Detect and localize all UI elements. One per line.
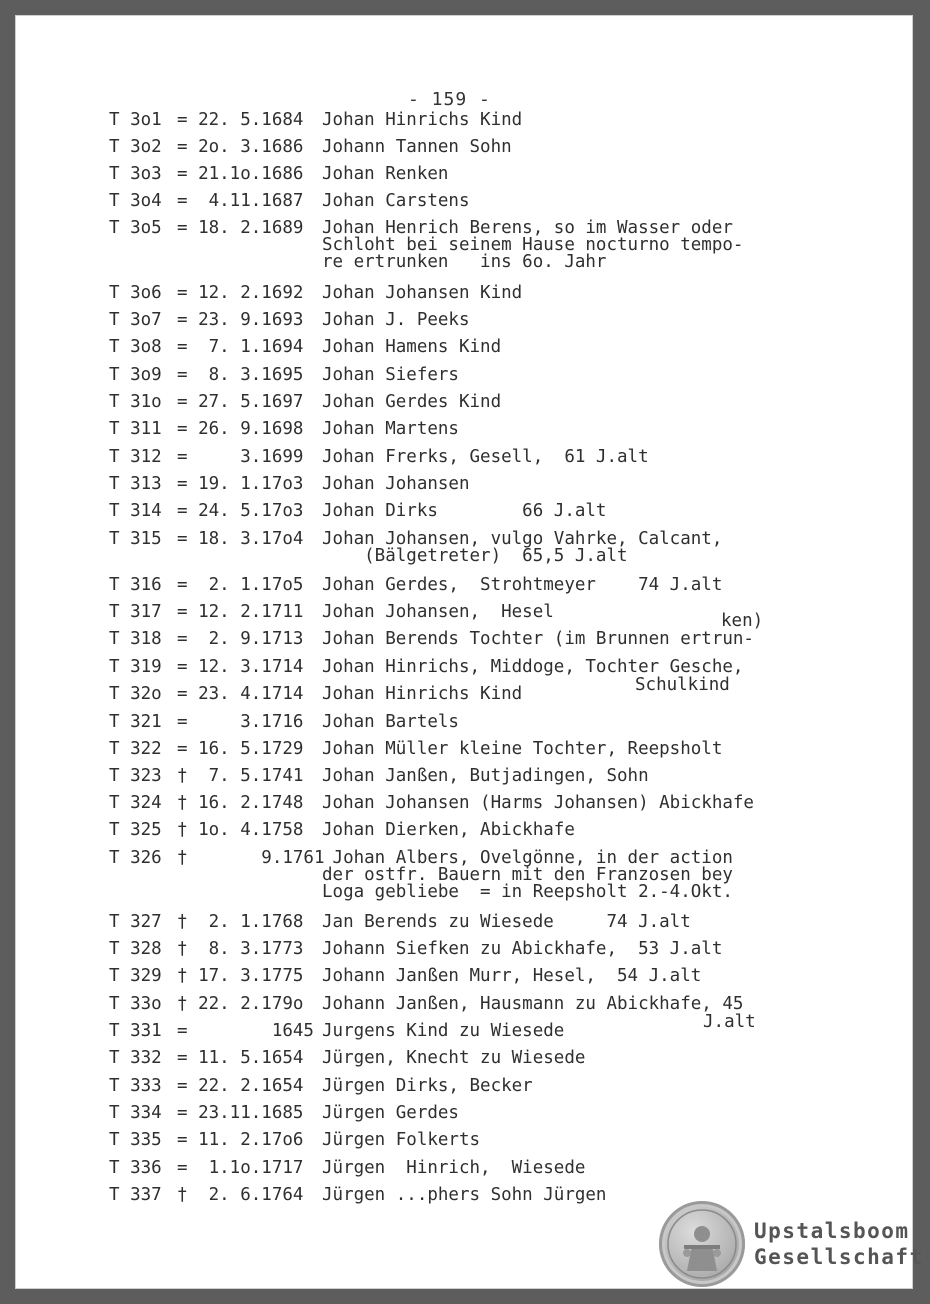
entry-code: T 3o5 [109,218,162,238]
entry-name: Johan Siefers [322,365,459,385]
entry-code: T 324 [109,793,162,813]
entry-code: T 332 [109,1048,162,1068]
entry-code: T 31o [109,392,162,412]
entry-code: T 326 [109,848,162,868]
entry-date: † 1o. 4.1758 [177,820,304,840]
entry-name: Johan Henrich Berens, so im Wasser oder Schloht bei seinem Hause nocturno tempo- re ertrunken ins 6o. Jahr [322,218,744,272]
entry-name: Johan Gerdes, Strohtmeyer 74 J.alt [322,575,723,595]
entry-date: = 16. 5.1729 [177,739,304,759]
entry-date: = 3.1699 [177,447,304,467]
entry-name: Johan Johansen, Hesel [322,602,554,622]
entry-date: = 19. 1.17o3 [177,474,304,494]
entry-name: Johan Johansen, vulgo Vahrke, Calcant, (Bälgetreter) 65,5 J.alt [322,529,723,566]
entry-name: Johan Gerdes Kind [322,392,502,412]
entry-date: † 8. 3.1773 [177,939,304,959]
entry-name: Johann Janßen, Hausmann zu Abickhafe, 45 [322,994,744,1014]
entry-date: = 12. 2.1711 [177,602,304,622]
entry-code: T 337 [109,1185,162,1205]
entry-name: Johan Berends Tochter (im Brunnen ertrun- [322,629,754,649]
entry-date: = 11. 5.1654 [177,1048,304,1068]
entry-code: T 3o4 [109,191,162,211]
entry-code: T 334 [109,1103,162,1123]
entry-date: = 23. 4.1714 [177,684,304,704]
entry-name: Jurgens Kind zu Wiesede [322,1021,565,1041]
entry-date: = 1.1o.1717 [177,1158,304,1178]
entry-code: T 335 [109,1130,162,1150]
margin-note: J.alt [703,1012,756,1032]
entry-date: † 7. 5.1741 [177,766,304,786]
entry-name: Johan Dirks 66 J.alt [322,501,607,521]
entry-code: T 323 [109,766,162,786]
entry-code: T 321 [109,712,162,732]
entry-date: = 4.11.1687 [177,191,304,211]
entry-code: T 325 [109,820,162,840]
entry-date: † 2. 1.1768 [177,912,304,932]
entry-name: Johann Tannen Sohn [322,137,512,157]
society-name-line1: Upstalsboom [754,1219,910,1243]
entry-date: = 2. 9.1713 [177,629,304,649]
entry-code: T 3o3 [109,164,162,184]
register-entries [15,15,913,1289]
entry-code: T 315 [109,529,162,549]
entry-code: T 3o8 [109,337,162,357]
entry-code: T 317 [109,602,162,622]
entry-code: T 329 [109,966,162,986]
entry-name: Johan Albers, Ovelgönne, in der action der ostfr. Bauern mit den Franzosen bey Loga gebliebe = in Reepsholt 2.-4.Okt. [322,848,733,902]
entry-date: = 23.11.1685 [177,1103,304,1123]
entry-date: † 2. 6.1764 [177,1185,304,1205]
entry-name: Johann Siefken zu Abickhafe, 53 J.alt [322,939,723,959]
entry-code: T 312 [109,447,162,467]
entry-date: = 12. 3.1714 [177,657,304,677]
margin-note: Schulkind [635,675,730,695]
entry-code: T 322 [109,739,162,759]
entry-code: T 314 [109,501,162,521]
entry-name: Johan Hinrichs, Middoge, Tochter Gesche, [322,657,744,677]
entry-name: Jürgen Folkerts [322,1130,481,1150]
entry-code: T 328 [109,939,162,959]
entry-date: = 2. 1.17o5 [177,575,304,595]
entry-date: † 22. 2.179o [177,994,304,1014]
entry-code: T 3o9 [109,365,162,385]
entry-name: Johan Johansen (Harms Johansen) Abickhafe [322,793,754,813]
entry-name: Jürgen ...phers Sohn Jürgen [322,1185,607,1205]
entry-code: T 327 [109,912,162,932]
entry-name: Johan Frerks, Gesell, 61 J.alt [322,447,649,467]
entry-date: = 26. 9.1698 [177,419,304,439]
entry-name: Johan Martens [322,419,459,439]
entry-date: = 22. 5.1684 [177,110,304,130]
entry-date: = 23. 9.1693 [177,310,304,330]
entry-date: = 1645 [177,1021,314,1041]
entry-code: T 336 [109,1158,162,1178]
entry-date: † 9.1761 [177,848,325,868]
entry-code: T 319 [109,657,162,677]
entry-name: Johan Dierken, Abickhafe [322,820,575,840]
entry-name: Johan Bartels [322,712,459,732]
society-name-line2: Gesellschaft [754,1245,924,1269]
entry-date: = 11. 2.17o6 [177,1130,304,1150]
entry-name: Johan Carstens [322,191,470,211]
entry-code: T 318 [109,629,162,649]
entry-name: Johan J. Peeks [322,310,470,330]
entry-code: T 3o7 [109,310,162,330]
entry-code: T 316 [109,575,162,595]
entry-name: Jürgen, Knecht zu Wiesede [322,1048,586,1068]
entry-name: Jan Berends zu Wiesede 74 J.alt [322,912,691,932]
entry-code: T 32o [109,684,162,704]
margin-note: ken) [721,611,764,631]
entry-name: Jürgen Gerdes [322,1103,459,1123]
page-number: - 159 - [408,89,491,110]
entry-date: = 22. 2.1654 [177,1076,304,1096]
document-page [15,15,924,1289]
entry-name: Johan Janßen, Butjadingen, Sohn [322,766,649,786]
entry-code: T 313 [109,474,162,494]
entry-name: Johann Janßen Murr, Hesel, 54 J.alt [322,966,702,986]
entry-code: T 33o [109,994,162,1014]
entry-date: = 24. 5.17o3 [177,501,304,521]
entry-name: Johan Johansen [322,474,470,494]
entry-code: T 333 [109,1076,162,1096]
entry-name: Jürgen Hinrich, Wiesede [322,1158,586,1178]
entry-date: = 18. 3.17o4 [177,529,304,549]
entry-name: Johan Hinrichs Kind [322,110,523,130]
entry-code: T 311 [109,419,162,439]
entry-date: = 8. 3.1695 [177,365,304,385]
entry-date: = 7. 1.1694 [177,337,304,357]
entry-date: = 2o. 3.1686 [177,137,304,157]
entry-name: Jürgen Dirks, Becker [322,1076,533,1096]
entry-date: = 18. 2.1689 [177,218,304,238]
entry-name: Johan Hinrichs Kind [322,684,523,704]
entry-date: = 3.1716 [177,712,304,732]
entry-name: Johan Müller kleine Tochter, Reepsholt [322,739,723,759]
entry-date: † 17. 3.1775 [177,966,304,986]
society-logo [659,1201,924,1291]
entry-name: Johan Renken [322,164,449,184]
entry-name: Johan Johansen Kind [322,283,523,303]
entry-code: T 3o1 [109,110,162,130]
entry-code: T 3o6 [109,283,162,303]
entry-code: T 3o2 [109,137,162,157]
entry-name: Johan Hamens Kind [322,337,502,357]
seal-icon [659,1201,745,1287]
entry-code: T 331 [109,1021,162,1041]
entry-date: = 21.1o.1686 [177,164,304,184]
entry-date: = 27. 5.1697 [177,392,304,412]
entry-date: † 16. 2.1748 [177,793,304,813]
entry-date: = 12. 2.1692 [177,283,304,303]
